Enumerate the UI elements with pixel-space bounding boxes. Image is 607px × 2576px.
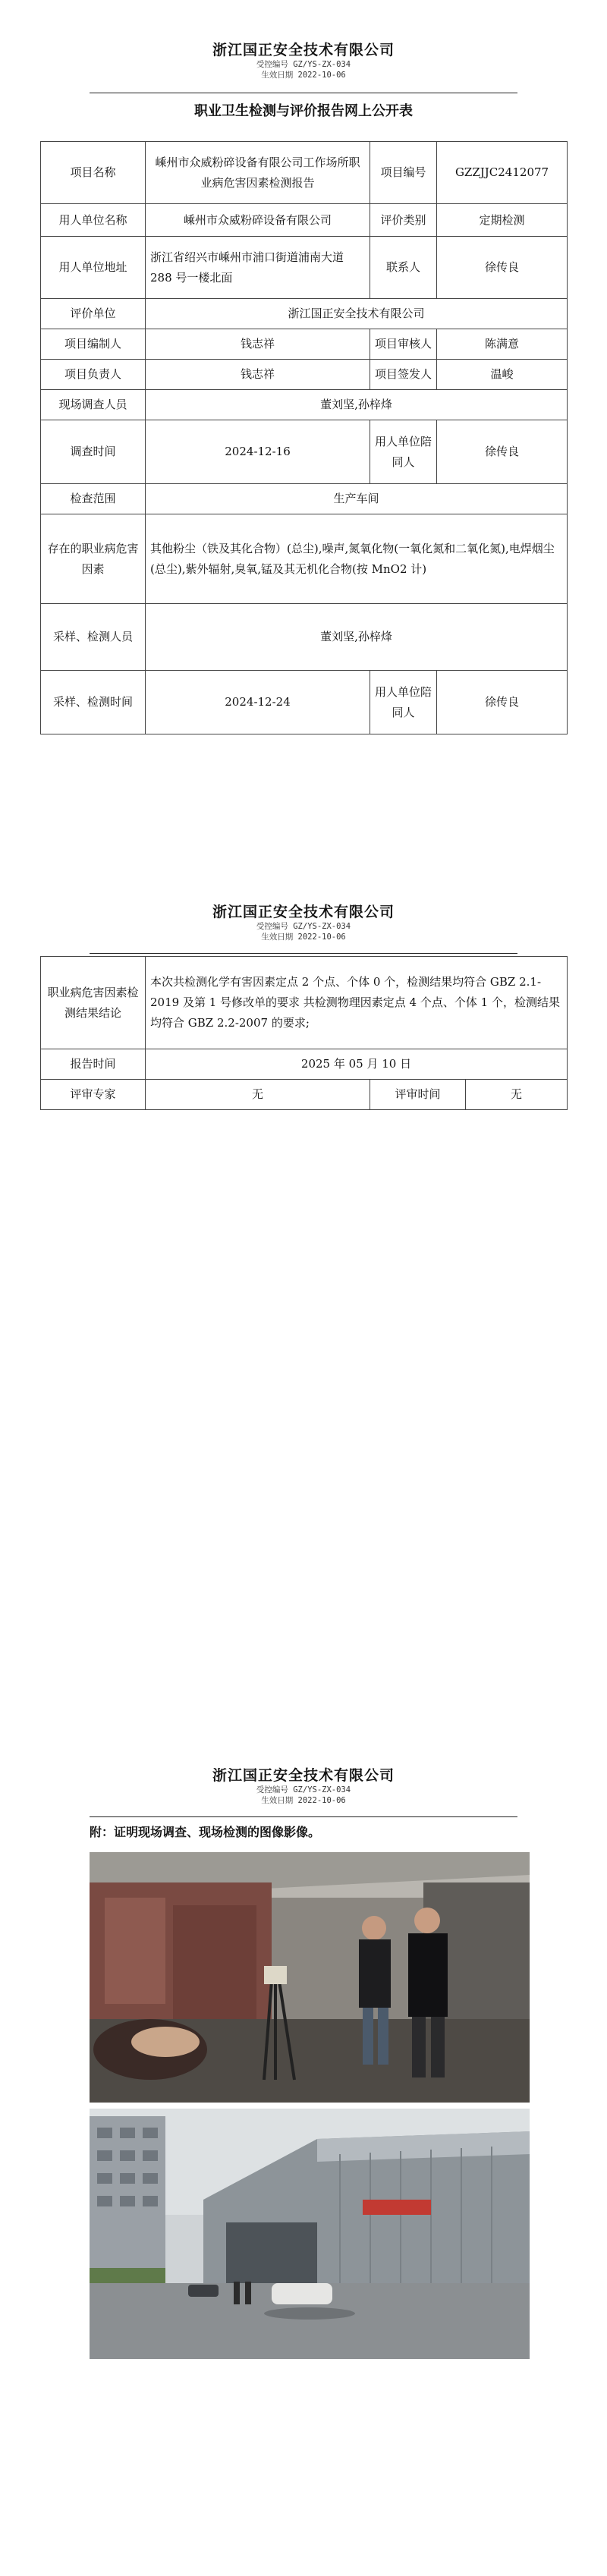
scope-label: 检查范围 [41,484,146,514]
table-row [41,299,568,329]
table-row [41,484,568,514]
company-name: 浙江国正安全技术有限公司 [212,1767,395,1784]
review-time-label: 评审时间 [370,1080,466,1110]
survey-time-value: 2024-12-16 [146,420,370,484]
issuer-value: 温峻 [437,360,568,390]
hazards-label: 存在的职业病危害因素 [41,514,146,604]
page-header [0,1766,607,1806]
sample-time-label: 采样、检测时间 [41,671,146,734]
control-number: 受控编号 GZ/YS-ZX-034 [256,922,351,931]
accompany-label: 用人单位陪同人 [370,420,437,484]
page-header [0,41,607,80]
issuer-label: 项目签发人 [370,360,437,390]
address-value: 浙江省绍兴市嵊州市浦口街道浦南大道 288 号一楼北面 [146,237,370,299]
effective-date: 生效日期 2022-10-06 [261,1796,346,1805]
table-row [41,420,568,484]
table-row [41,514,568,604]
building-exterior-photo-image [90,2109,530,2359]
compiler-value: 钱志祥 [146,329,370,360]
result-label: 职业病危害因素检测结果结论 [41,957,146,1049]
table-row [41,237,568,299]
table-row [41,1080,568,1110]
site-survey-photo [90,1852,530,2103]
table-row [41,1049,568,1080]
contact-label: 联系人 [370,237,437,299]
reviewer-label: 项目审核人 [370,329,437,360]
effective-date: 生效日期 2022-10-06 [261,933,346,942]
header-rule [90,1816,517,1817]
table-row [41,390,568,420]
report-title: 职业卫生检测与评价报告网上公开表 [194,103,413,119]
address-label: 用人单位地址 [41,237,146,299]
review-time-value: 无 [466,1080,568,1110]
control-number: 受控编号 GZ/YS-ZX-034 [256,60,351,69]
sample-time-value: 2024-12-24 [146,671,370,734]
expert-label: 评审专家 [41,1080,146,1110]
expert-value: 无 [146,1080,370,1110]
site-survey-photo-image [90,1852,530,2103]
building-exterior-photo [90,2109,530,2359]
table-row [41,204,568,237]
site-staff-value: 董刘坚,孙梓烽 [146,390,568,420]
company-name: 浙江国正安全技术有限公司 [212,904,395,920]
table-row [41,957,568,1049]
sampler-value: 董刘坚,孙梓烽 [146,604,568,671]
company-name: 浙江国正安全技术有限公司 [212,42,395,58]
leader-value: 钱志祥 [146,360,370,390]
project-no-label: 项目编号 [370,142,437,204]
hazards-value: 其他粉尘（铁及其化合物）(总尘),噪声,氮氧化物(一氧化氮和二氧化氮),电焊烟尘(总尘),紫外辐射,臭氧,锰及其无机化合物(按 MnO2 计) [146,514,568,604]
site-staff-label: 现场调查人员 [41,390,146,420]
eval-type-value: 定期检测 [437,204,568,237]
attachment-note: 附：证明现场调查、现场检测的图像影像。 [90,1825,321,1839]
contact-value: 徐传良 [437,237,568,299]
page-header [0,903,607,942]
table-row [41,142,568,204]
effective-date: 生效日期 2022-10-06 [261,71,346,80]
survey-time-label: 调查时间 [41,420,146,484]
project-name-label: 项目名称 [41,142,146,204]
header-rule [90,953,517,954]
leader-label: 项目负责人 [41,360,146,390]
compiler-label: 项目编制人 [41,329,146,360]
table-row [41,329,568,360]
report-time-value: 2025 年 05 月 10 日 [146,1049,568,1080]
table-row [41,360,568,390]
result-table [40,956,568,1110]
result-value: 本次共检测化学有害因素定点 2 个点、个体 0 个，检测结果均符合 GBZ 2.1-2019 及第 1 号修改单的要求 共检测物理因素定点 4 个点、个体 1 个，检测结果均符合 GBZ 2.2-2007 的要求; [146,957,568,1049]
eval-type-label: 评价类别 [370,204,437,237]
employer-value: 嵊州市众威粉碎设备有限公司 [146,204,370,237]
eval-unit-value: 浙江国正安全技术有限公司 [146,299,568,329]
reviewer-value: 陈满意 [437,329,568,360]
employer-label: 用人单位名称 [41,204,146,237]
project-no-value: GZZJJC2412077 [437,142,568,204]
accompany2-value: 徐传良 [437,671,568,734]
accompany2-label: 用人单位陪同人 [370,671,437,734]
table-row [41,604,568,671]
scope-value: 生产车间 [146,484,568,514]
project-info-table [40,141,568,734]
project-name-value: 嵊州市众威粉碎设备有限公司工作场所职业病危害因素检测报告 [146,142,370,204]
report-time-label: 报告时间 [41,1049,146,1080]
table-row [41,671,568,734]
eval-unit-label: 评价单位 [41,299,146,329]
accompany-value: 徐传良 [437,420,568,484]
control-number: 受控编号 GZ/YS-ZX-034 [256,1785,351,1794]
sampler-label: 采样、检测人员 [41,604,146,671]
